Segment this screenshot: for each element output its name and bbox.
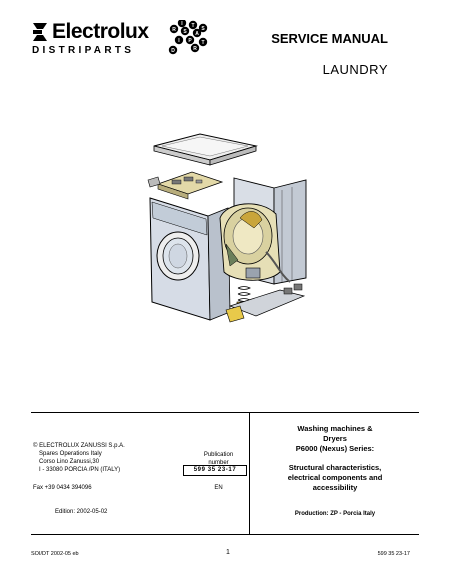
document-type-title: SERVICE MANUAL	[271, 31, 388, 46]
info-bottom-rule	[31, 534, 419, 535]
badge-letter: I	[181, 21, 183, 27]
sender-line: Corso Lino Zanussi,30	[39, 459, 100, 465]
page-number: 1	[226, 549, 230, 556]
sender-line: Spares Operations Italy	[39, 451, 102, 457]
description-line: electrical components and	[287, 473, 383, 482]
badge-letter: T	[191, 23, 195, 29]
edition-date: Edition: 2002-05-02	[55, 509, 108, 515]
badge-letter: R	[172, 27, 176, 33]
badge-letter: D	[171, 48, 175, 54]
distriparts-badge-icon	[168, 20, 208, 58]
fax-number: Fax +39 0434 394096	[33, 485, 92, 491]
product-line: P6000 (Nexus) Series:	[295, 444, 375, 453]
badge-letter: S	[201, 26, 205, 32]
info-top-rule	[31, 412, 419, 413]
badge-letter: A	[195, 31, 199, 37]
company-name: © ELECTROLUX ZANUSSI S.p.A.	[33, 443, 125, 449]
publication-number: 599 35 23-17	[183, 465, 247, 476]
brand-subtitle: DISTRIPARTS	[32, 45, 135, 56]
publication-label: Publication	[203, 452, 234, 458]
brand-name: Electrolux	[52, 20, 149, 43]
badge-letter: T	[201, 40, 205, 46]
description-line: Structural characteristics,	[288, 463, 382, 472]
badge-letter: I	[178, 38, 180, 44]
production-site: Production: ZP - Porcia Italy	[294, 511, 376, 517]
badge-letter: P	[188, 38, 192, 44]
publication-label: number	[208, 460, 229, 466]
badge-letter: S	[183, 29, 187, 35]
document-subtitle: LAUNDRY	[322, 62, 388, 77]
product-line: Dryers	[323, 434, 347, 443]
footer-publication-number: 599 35 23-17	[377, 551, 410, 557]
washing-machine-exploded-illustration	[130, 132, 320, 332]
footer-doc-code: SOI/DT 2002-05 eb	[31, 551, 79, 557]
description-line: accessibility	[312, 483, 358, 492]
product-line: Washing machines &	[297, 424, 373, 433]
electrolux-logo-icon	[31, 22, 49, 42]
language-code: EN	[214, 485, 223, 491]
sender-line: I - 33080 PORCIA /PN (ITALY)	[39, 467, 121, 473]
badge-letter: R	[193, 46, 197, 52]
